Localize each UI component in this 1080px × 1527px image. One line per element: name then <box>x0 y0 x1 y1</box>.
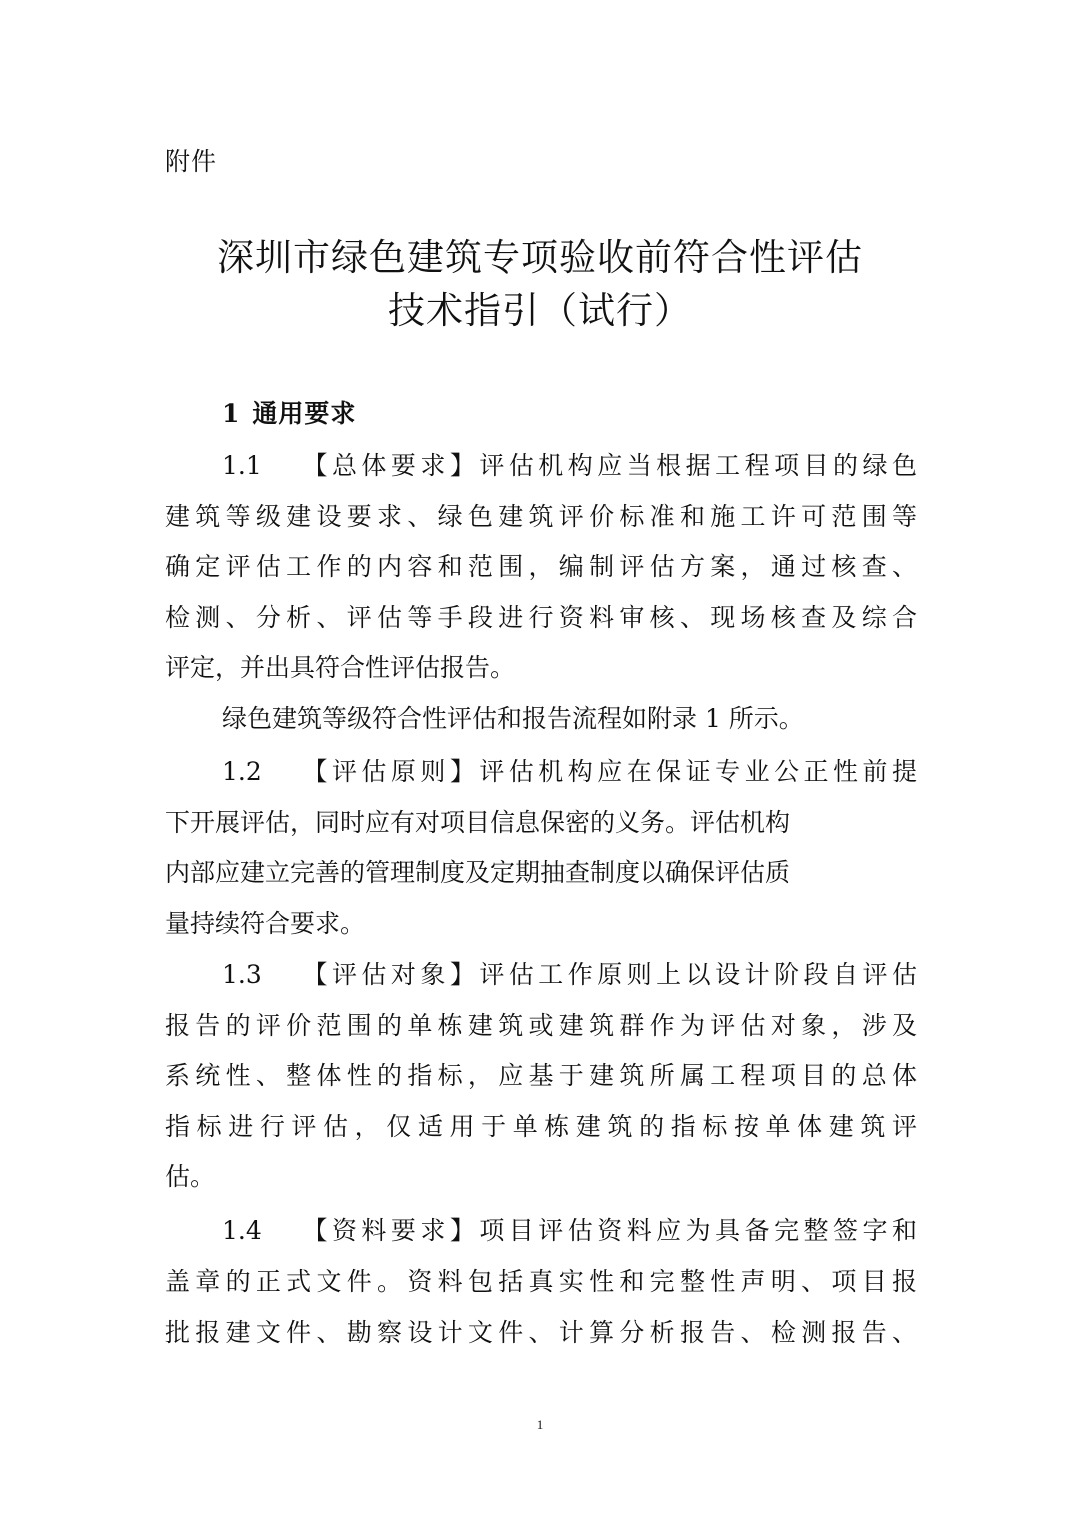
paragraph-line: 检测、分析、评估等手段进行资料审核、现场核查及综合 <box>165 603 917 632</box>
paragraph-line: 报告的评价范围的单栋建筑或建筑群作为评估对象，涉及 <box>165 1011 917 1040</box>
clause-number: 1.2 <box>222 757 262 786</box>
page-number: 1 <box>536 1417 544 1432</box>
clause-number: 1.1 <box>222 451 262 480</box>
attachment-label: 附件 <box>165 147 218 176</box>
paragraph-line: 量持续符合要求。 <box>165 909 366 938</box>
paragraph-line: 内部应建立完善的管理制度及定期抽查制度以确保评估质 <box>165 858 791 887</box>
paragraph-line: 系统性、整体性的指标，应基于建筑所属工程项目的总体 <box>165 1061 917 1090</box>
paragraph-line: 1.2 【评估原则】评估机构应在保证专业公正性前提 <box>222 752 917 792</box>
paragraph-line: 指标进行评估，仅适用于单栋建筑的指标按单体建筑评 <box>165 1112 917 1141</box>
paragraph-line: 评定，并出具符合性评估报告。 <box>165 653 516 682</box>
clause-number: 1.4 <box>222 1216 262 1245</box>
paragraph-line: 绿色建筑等级符合性评估和报告流程如附录 1 所示。 <box>222 704 804 733</box>
section-number: 1 <box>222 399 241 428</box>
paragraph-line: 盖章的正式文件。资料包括真实性和完整性声明、项目报 <box>165 1267 917 1296</box>
document-title-line-1: 深圳市绿色建筑专项验收前符合性评估 <box>217 236 863 279</box>
paragraph-line: 确定评估工作的内容和范围，编制评估方案，通过核查、 <box>165 552 917 581</box>
paragraph-line: 下开展评估，同时应有对项目信息保密的义务。评估机构 <box>165 808 791 837</box>
section-title: 通用要求 <box>252 399 357 428</box>
document-title-line-2: 技术指引（试行） <box>388 289 692 332</box>
paragraph-line: 1.4 【资料要求】项目评估资料应为具备完整签字和 <box>222 1211 917 1251</box>
paragraph-line: 估。 <box>165 1162 216 1191</box>
paragraph-line: 1.3 【评估对象】评估工作原则上以设计阶段自评估 <box>222 955 917 995</box>
paragraph-line: 批报建文件、勘察设计文件、计算分析报告、检测报告、 <box>165 1318 917 1347</box>
section-heading <box>222 394 356 434</box>
paragraph-line: 建筑等级建设要求、绿色建筑评价标准和施工许可范围等 <box>165 502 917 531</box>
paragraph-line: 1.1 【总体要求】评估机构应当根据工程项目的绿色 <box>222 446 917 486</box>
clause-number: 1.3 <box>222 960 262 989</box>
